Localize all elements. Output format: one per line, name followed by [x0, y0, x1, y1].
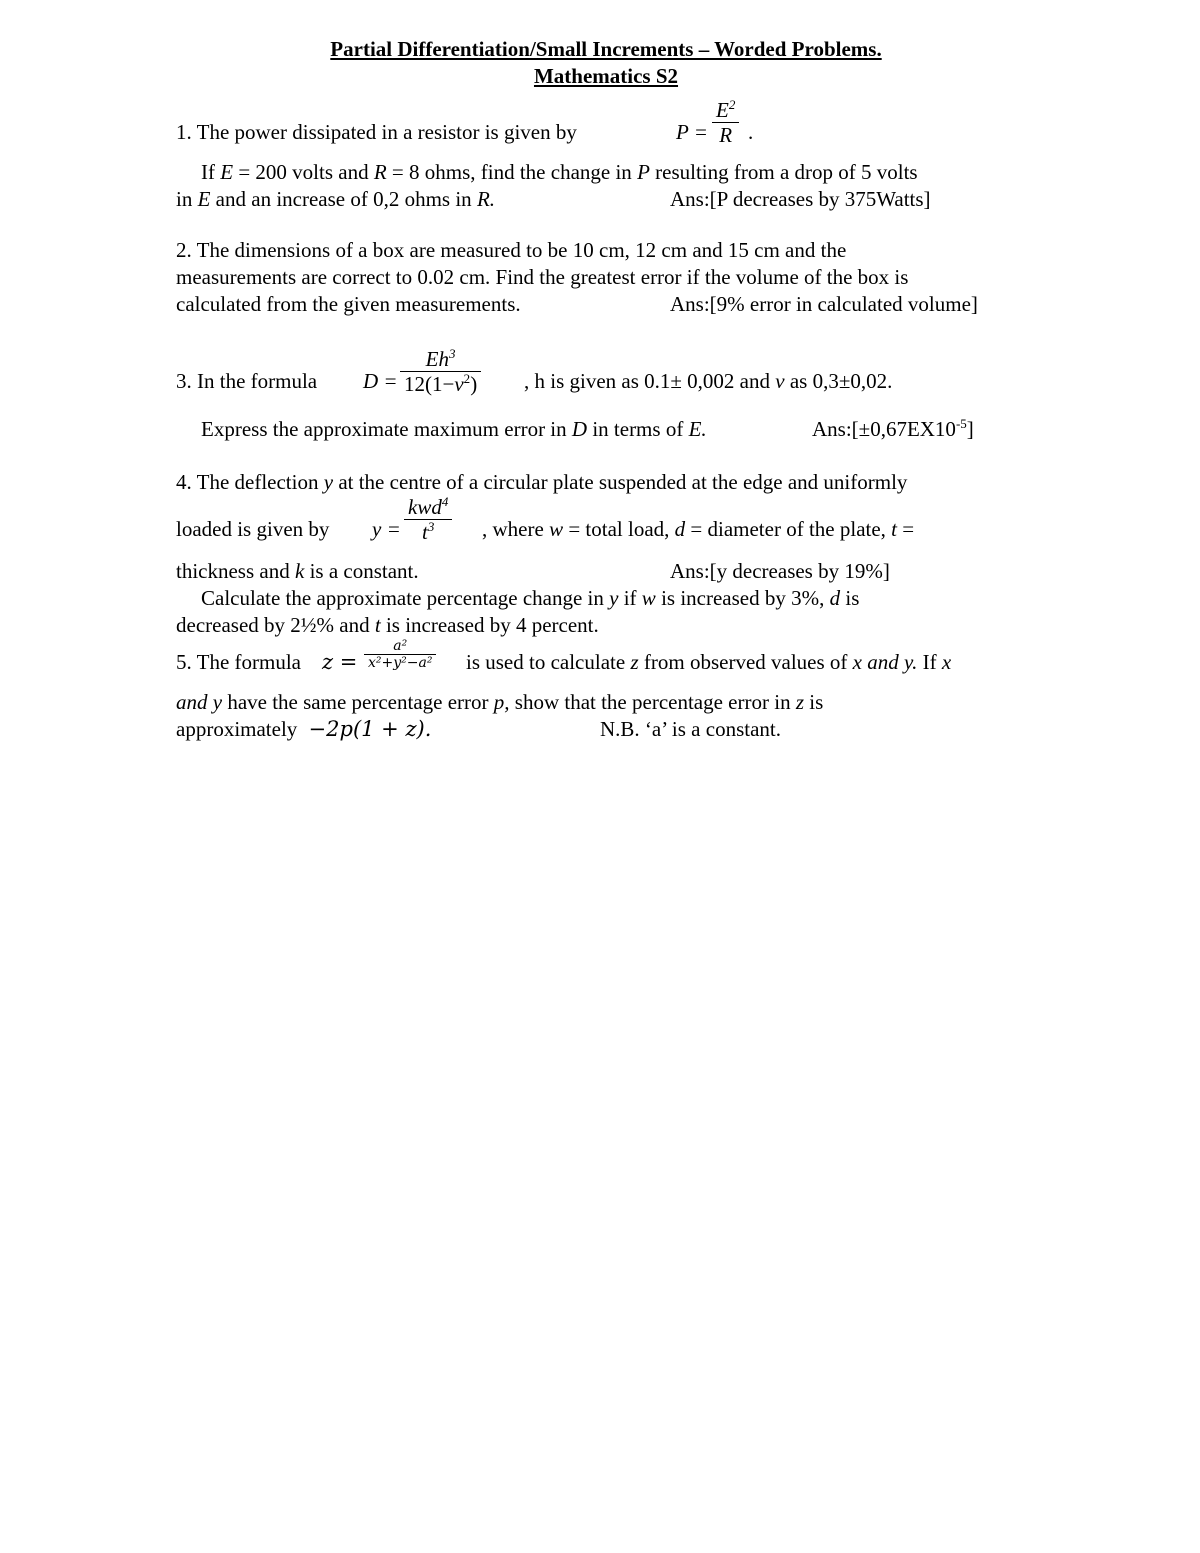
q4-text: is — [845, 585, 860, 610]
q3-lead-text: 3. In the formula — [176, 368, 318, 393]
q3-numerator-exponent: 3 — [449, 345, 456, 361]
q5-text: 5. The formula — [176, 649, 301, 674]
q4-denominator: t — [421, 519, 428, 544]
q1-formula-fraction — [712, 96, 739, 147]
q4-text: is increased by 4 percent. — [385, 612, 599, 637]
q4-var-w: w — [641, 585, 656, 610]
q1-formula-lhs: P = — [676, 119, 708, 144]
q3-denominator-a: 12(1− — [404, 371, 455, 396]
q3-text: as 0,3±0,02. — [789, 368, 893, 393]
q4-text: decreased by 2½% and — [176, 612, 370, 637]
q2-text: calculated from the given measurements. — [176, 291, 521, 316]
q5-numerator: a² — [364, 639, 436, 655]
q1-var-R: R — [373, 159, 387, 184]
q3-text: in terms of — [592, 416, 684, 441]
q1-text: and an increase of 0,2 ohms in — [215, 186, 472, 211]
page-title: Partial Differentiation/Small Increments – Worded Problems. — [330, 37, 882, 61]
q4-line-5 — [176, 612, 1036, 639]
q4-var-y: y — [609, 585, 619, 610]
q5-text: is used to calculate — [466, 649, 626, 674]
q3-answer-text: Ans:[±0,67EX10 — [812, 416, 956, 441]
q3-var-nu: ν — [454, 371, 464, 396]
q5-var-z: z — [630, 649, 639, 674]
q4-numerator-exponent: 4 — [441, 493, 449, 509]
q5-note: N.B. ‘a’ is a constant. — [600, 716, 781, 741]
q5-line-1-tail — [466, 649, 951, 676]
q5-var-p: p, — [493, 689, 510, 714]
q3-answer — [812, 416, 974, 443]
q4-denominator-exponent: 3 — [427, 518, 435, 534]
q3-var-nu: ν — [775, 368, 785, 393]
q4-var-y: y — [323, 469, 334, 494]
q3-line-1 — [176, 345, 1036, 410]
q1-text: resulting from a drop of 5 volts — [655, 159, 918, 184]
q4-text: is increased by 3%, — [661, 585, 825, 610]
q4-formula-fraction — [404, 493, 452, 544]
q4-text: if — [623, 585, 637, 610]
q4-numerator: kwd — [408, 494, 442, 519]
q5-var-x-and-y: x and y. — [852, 649, 918, 674]
q4-var-k: k — [294, 558, 305, 583]
q3-var-E: E. — [688, 416, 707, 441]
q4-text: is a constant. — [309, 558, 419, 583]
q1-numerator-exponent: 2 — [728, 96, 736, 112]
q4-answer: Ans:[y decreases by 19%] — [670, 558, 890, 583]
q3-text: , h is given as 0.1± 0,002 and — [524, 368, 771, 393]
q4-var-w: w — [549, 516, 564, 541]
q3-answer-end: ] — [966, 416, 974, 441]
q5-var-and-y: and y — [176, 689, 223, 714]
q4-formula-lhs: y = — [372, 516, 401, 541]
q4-var-d: d — [674, 516, 686, 541]
q5-result-expression: −2p(1 + z). — [308, 716, 432, 741]
q4-text: = — [902, 516, 915, 541]
q2-line-3 — [176, 291, 1036, 318]
q3-var-D: D — [571, 416, 588, 441]
q5-var-z: z — [795, 689, 805, 714]
q5-var-x: x — [941, 649, 952, 674]
q3-formula-fraction — [400, 345, 481, 396]
q3-text: Express the approximate maximum error in — [201, 416, 567, 441]
q4-var-d: d — [829, 585, 841, 610]
q5-text: show that the percentage error in — [514, 689, 791, 714]
q4-text: thickness and — [176, 558, 290, 583]
q5-line-3 — [176, 716, 1036, 743]
q1-formula-end: . — [748, 119, 754, 144]
q1-var-R: R. — [476, 186, 496, 211]
q4-var-t: t — [374, 612, 381, 637]
q3-tail — [524, 368, 892, 395]
q3-numerator: Eh — [425, 346, 449, 371]
q4-line-4 — [176, 585, 1036, 612]
q5-formula-fraction — [364, 639, 436, 671]
q1-var-E: E — [197, 186, 211, 211]
q1-fraction-numerator: E — [716, 97, 729, 122]
q5-text: is — [809, 689, 824, 714]
q4-text: = diameter of the plate, — [690, 516, 886, 541]
q4-text: = total load, — [568, 516, 670, 541]
question-4 — [176, 469, 1036, 639]
q3-line-2 — [176, 416, 1036, 443]
question-3 — [176, 345, 1036, 443]
q2-line-2: measurements are correct to 0.02 cm. Find the greatest error if the volume of the box is — [176, 264, 909, 289]
page-subtitle: Mathematics S2 — [533, 64, 679, 89]
q1-text: If — [201, 159, 215, 184]
q3-formula-lhs: D = — [363, 368, 398, 393]
q4-text: at the centre of a circular plate suspended at the edge and uniformly — [338, 469, 908, 494]
q4-var-t: t — [891, 516, 898, 541]
q3-denominator-exponent: 2 — [463, 370, 471, 386]
question-5 — [176, 639, 1036, 743]
q4-line-1 — [176, 469, 1036, 496]
q4-line-2-tail — [482, 516, 914, 543]
q1-answer: Ans:[P decreases by 375Watts] — [670, 186, 931, 211]
q5-formula-lhs: z = — [322, 649, 358, 674]
q2-line-1: 2. The dimensions of a box are measured to be 10 cm, 12 cm and 15 cm and the — [176, 237, 847, 262]
q4-text: loaded is given by — [176, 516, 330, 541]
q5-denominator: x²+y²−a² — [368, 654, 433, 671]
q5-text: from observed values of — [643, 649, 848, 674]
q1-var-E: E — [220, 159, 234, 184]
q4-line-2 — [176, 493, 1036, 558]
q1-var-P: P — [637, 159, 650, 184]
question-1 — [176, 96, 1036, 213]
q3-denominator-c: ) — [470, 371, 478, 396]
q4-text: Calculate the approximate percentage change in — [201, 585, 604, 610]
q2-answer: Ans:[9% error in calculated volume] — [670, 291, 978, 316]
q5-line-1 — [176, 639, 1036, 681]
q4-line-3 — [176, 558, 1036, 585]
document-page — [176, 36, 1036, 743]
q5-text: If — [922, 649, 937, 674]
q3-answer-exponent: -5 — [955, 415, 967, 431]
q5-text: approximately — [176, 716, 298, 741]
q5-line-2 — [176, 689, 1036, 716]
q4-text: , where — [482, 516, 544, 541]
q1-line-1 — [176, 96, 1036, 159]
q1-line-2 — [176, 159, 1036, 186]
q1-text: = 200 volts and — [238, 159, 369, 184]
q1-text: in — [176, 186, 193, 211]
q5-text: have the same percentage error — [227, 689, 489, 714]
q4-text: 4. The deflection — [176, 469, 319, 494]
q1-text: = 8 ohms, find the change in — [391, 159, 632, 184]
q1-fraction-denominator: R — [719, 122, 733, 147]
q1-lead-text: 1. The power dissipated in a resistor is given by — [176, 119, 577, 144]
question-2 — [176, 237, 1036, 318]
q1-line-3 — [176, 186, 1036, 213]
